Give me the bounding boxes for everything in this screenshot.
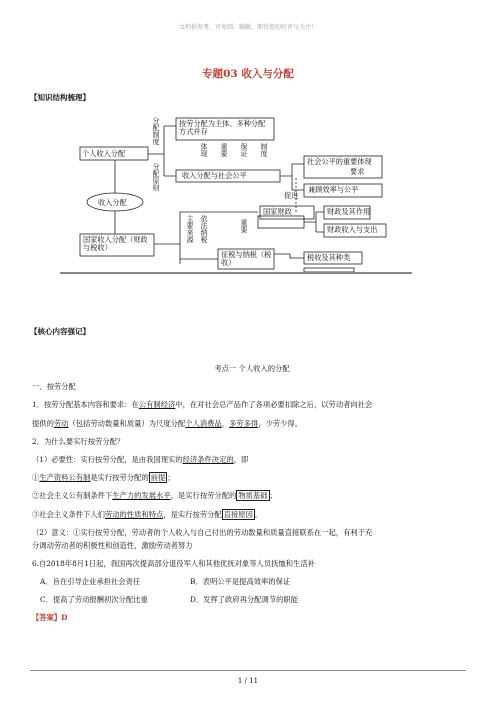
node-fairness-embody: 社会公平的重要体现 [307,157,372,166]
footer-divider [30,670,466,671]
label-important: 重要 [220,143,228,159]
label-distribution-system: 分配制度 [152,117,160,147]
node-income-distribution: 收入分配 [98,198,127,207]
point-title: 考点一 个人收入的分配 [214,364,290,373]
node-national-finance: 国家财政 [263,207,292,216]
section-knowledge: 【知识结构梳理】 [30,93,90,102]
label-promote: 促进 [284,191,299,200]
reason-3: ③社会主义条件下人们劳动的性质和特点，是实行按劳分配 直接原因 。 [32,509,263,519]
page-number: 1 / 11 [237,677,259,685]
page-title: 专题03 收入与分配 [202,68,294,80]
node-mixed-distribution: 按劳分配为主体、多种分配方式并存 [179,119,266,136]
necessity: （1）必要性：实行按劳分配，是由我国现实的经济条件决定的，即 [32,455,249,465]
section-core: 【核心内容强记】 [30,327,90,336]
label-system: 制度 [260,143,268,159]
header-note: 文档供参考，可复制、编辑，期待您的好评与关注！ [178,24,317,31]
label-requirement: 要求 [350,167,365,176]
content-body [32,360,472,628]
label-import: 重要 [240,219,248,235]
significance: （2）意义：①实行按劳分配，劳动者的个人收入与自己付出的劳动数量和质量直接联系在一起，有利于充 [32,527,373,537]
label-embody: 体现 [200,143,208,159]
node-income-fairness: 收入分配与社会公平 [182,171,247,180]
paragraph-1: 1．按劳分配基本内容和要求：在公有制经济中，在对社会总产品作了各项必要扣除之后，以劳动者向社会 [32,400,373,410]
label-guarantee: 保证 [240,143,248,159]
significance-cont: 分调动劳动者的积极性和创造性，激励劳动者努力 [32,540,193,550]
options-cd: C．提高了劳动报酬初次分配比重 D．发挥了政府再分配调节的职能 [40,595,299,605]
answer: 【答案】D [32,613,68,623]
question-6: 6.自2018年8月1日起，我国再次提高部分退役军人和其他优抚对象等人员抚恤和生活补 [32,558,315,568]
reason-2: ②社会主义公有制条件下生产力的发展水平，是实行按劳分配的 物质基础 ； [32,491,277,501]
options-ab: A．旨在引导企业承担社会责任 B．表明公平是提高效率的保证 [40,577,291,587]
node-personal-income: 个人收入分配 [82,149,126,158]
question-2: 2．为什么要实行按劳分配？ [32,436,125,446]
label-principle: 分配原则 [152,163,160,193]
label-main-source: 主要来源 [186,215,194,245]
node-national-income-distribution: 国家收入分配（财政与税收） [83,235,148,252]
node-efficiency-fairness: 兼顾效率与公平 [308,185,359,194]
reason-1: ①生产资料公有制是实行按劳分配的 前提 ； [32,473,175,483]
node-tax: 征税与纳税（税收） [221,250,272,267]
paragraph-1-cont: 提供的劳动（包括劳动数量和质量）为尺度分配个人消费品，多劳多得，少劳少得。 [32,418,302,428]
node-finance-revenue-expense: 财政收入与支出 [327,225,378,234]
node-finance-role: 财政及其作用 [327,207,371,216]
label-lawfully: 依法纳税 [200,215,208,245]
heading-1: 一、按劳分配 [32,382,76,392]
node-tax-types: 税收及其种类 [307,253,351,262]
knowledge-diagram [60,104,412,274]
